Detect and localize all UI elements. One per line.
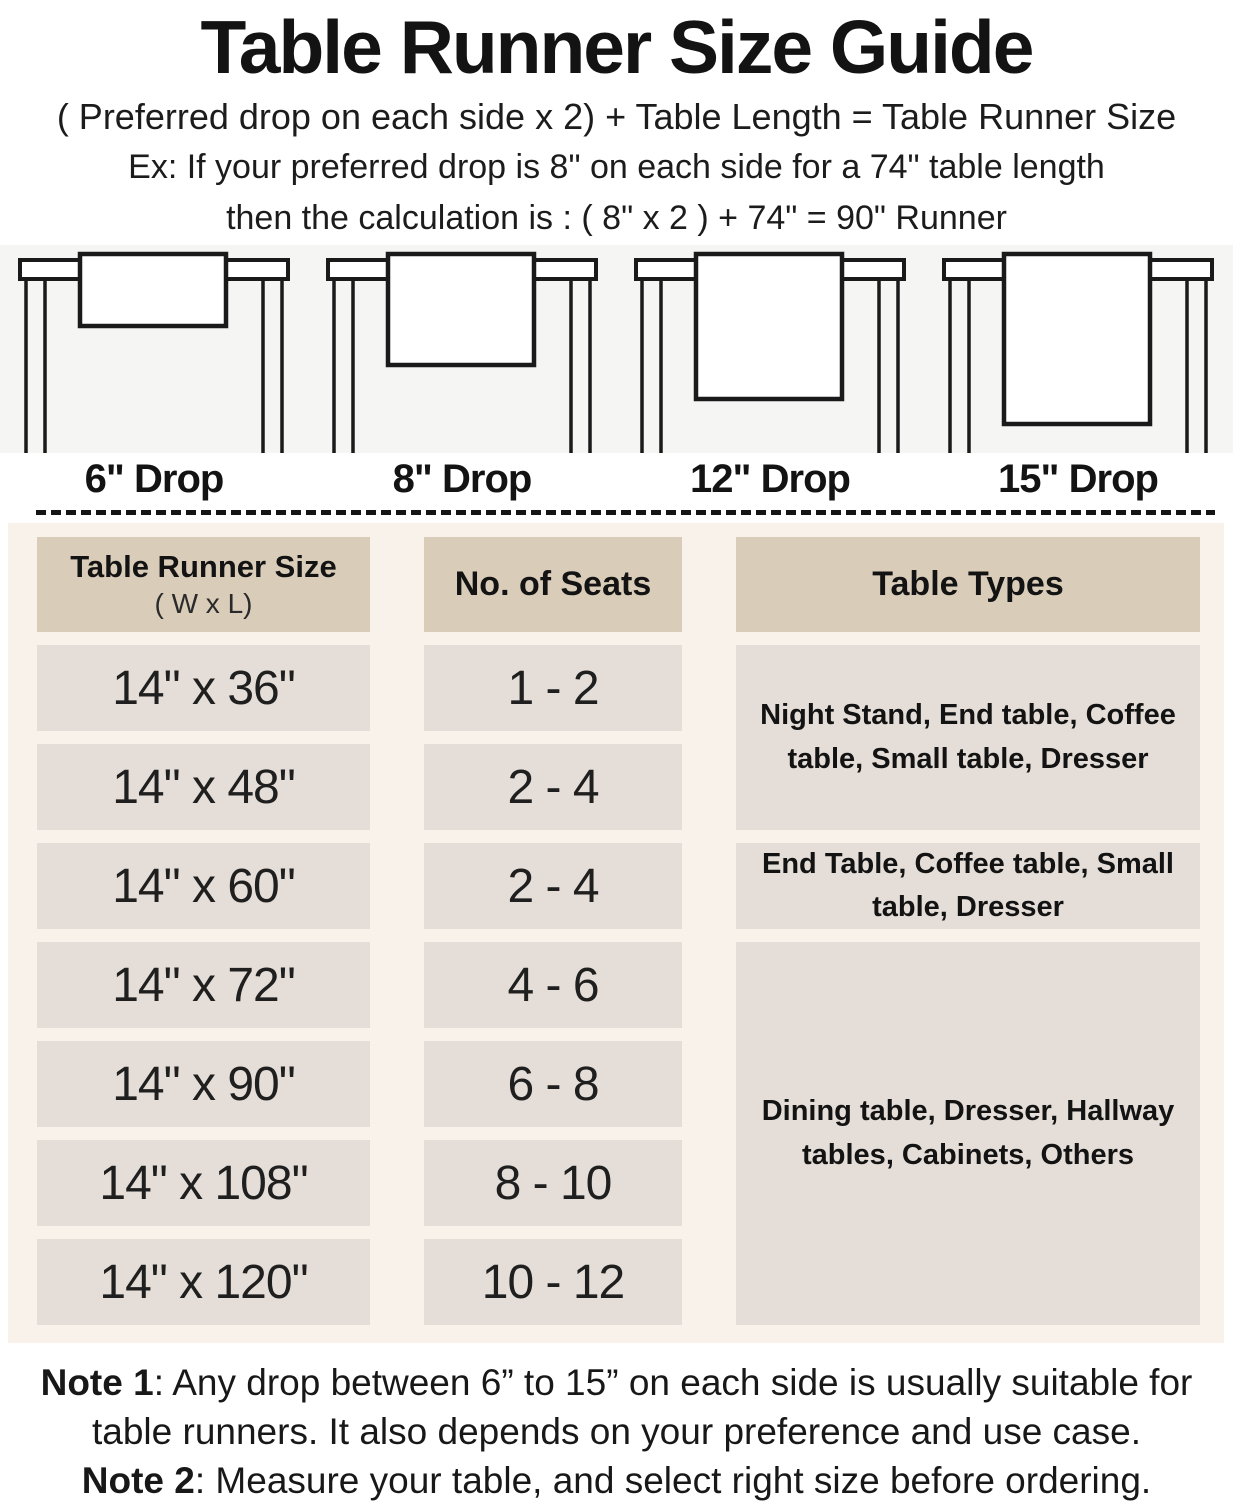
note-1-line-2: table runners. It also depends on your preference and use case. [91,1411,1141,1452]
size-cell: 14" x 36" [37,645,370,731]
table-runner-diagram-6-drop [16,245,292,453]
table-runner-diagram-8-drop [324,245,600,453]
size-cell: 14" x 108" [37,1140,370,1226]
size-cell: 14" x 120" [37,1239,370,1325]
runner-rect [80,254,226,326]
size-cell: 14" x 90" [37,1041,370,1127]
diagram-column-15-drop [924,245,1232,453]
example-line-2: then the calculation is : ( 8" x 2 ) + 74" = 90" Runner [226,199,1007,237]
example-line-1: Ex: If your preferred drop is 8" on each side for a 74" table length [128,148,1105,186]
runner-rect [388,254,534,365]
diagram-column-12-drop [616,245,924,453]
size-table [37,537,1200,1325]
dashed-divider [36,510,1215,515]
note-1-line-1: Note 1: Any drop between 6” to 15” on each side is usually suitable for [40,1362,1193,1403]
table-runner-diagram-15-drop [940,245,1216,453]
seats-cell: 6 - 8 [424,1041,682,1127]
seats-cell: 2 - 4 [424,843,682,929]
header-seats: No. of Seats [424,537,682,632]
drop-label-8: 8" Drop [392,457,532,501]
size-cell: 14" x 60" [37,843,370,929]
header-runner-size-title: Table Runner Size [70,548,337,584]
drop-label-15: 15" Drop [998,457,1158,501]
table-types-group-small: Night Stand, End table, Coffee table, Small table, Dresser [736,645,1200,830]
seats-cell: 4 - 6 [424,942,682,1028]
diagram-column-6-drop [0,245,308,453]
drop-label-12: 12" Drop [690,457,850,501]
drop-label-6: 6" Drop [84,457,224,501]
header-runner-size [37,537,370,632]
size-cell: 14" x 72" [37,942,370,1028]
note-2-label: Note 2 [81,1460,195,1501]
seats-cell: 1 - 2 [424,645,682,731]
header-table-types: Table Types [736,537,1200,632]
size-table-panel [8,523,1224,1343]
table-runner-diagram-12-drop [632,245,908,453]
seats-cell: 2 - 4 [424,744,682,830]
size-cell: 14" x 48" [37,744,370,830]
header-runner-size-sub: ( W x L) [154,588,253,620]
table-types-group-dining: Dining table, Dresser, Hallway tables, Cabinets, Others [736,942,1200,1325]
runner-size-formula: ( Preferred drop on each side x 2) + Table Length = Table Runner Size [56,96,1177,137]
runner-rect [696,254,842,399]
page-title: Table Runner Size Guide [200,5,1033,89]
runner-rect [1004,254,1150,424]
drop-labels-row [0,453,1233,506]
table-types-group-medium: End Table, Coffee table, Small table, Dresser [736,843,1200,929]
seats-cell: 8 - 10 [424,1140,682,1226]
notes [0,1358,1233,1505]
seats-cell: 10 - 12 [424,1239,682,1325]
diagram-column-8-drop [308,245,616,453]
note-2-line: Note 2: Measure your table, and select right size before ordering. [81,1460,1152,1501]
drop-diagrams-band [0,245,1233,453]
note-1-label: Note 1 [40,1362,154,1403]
